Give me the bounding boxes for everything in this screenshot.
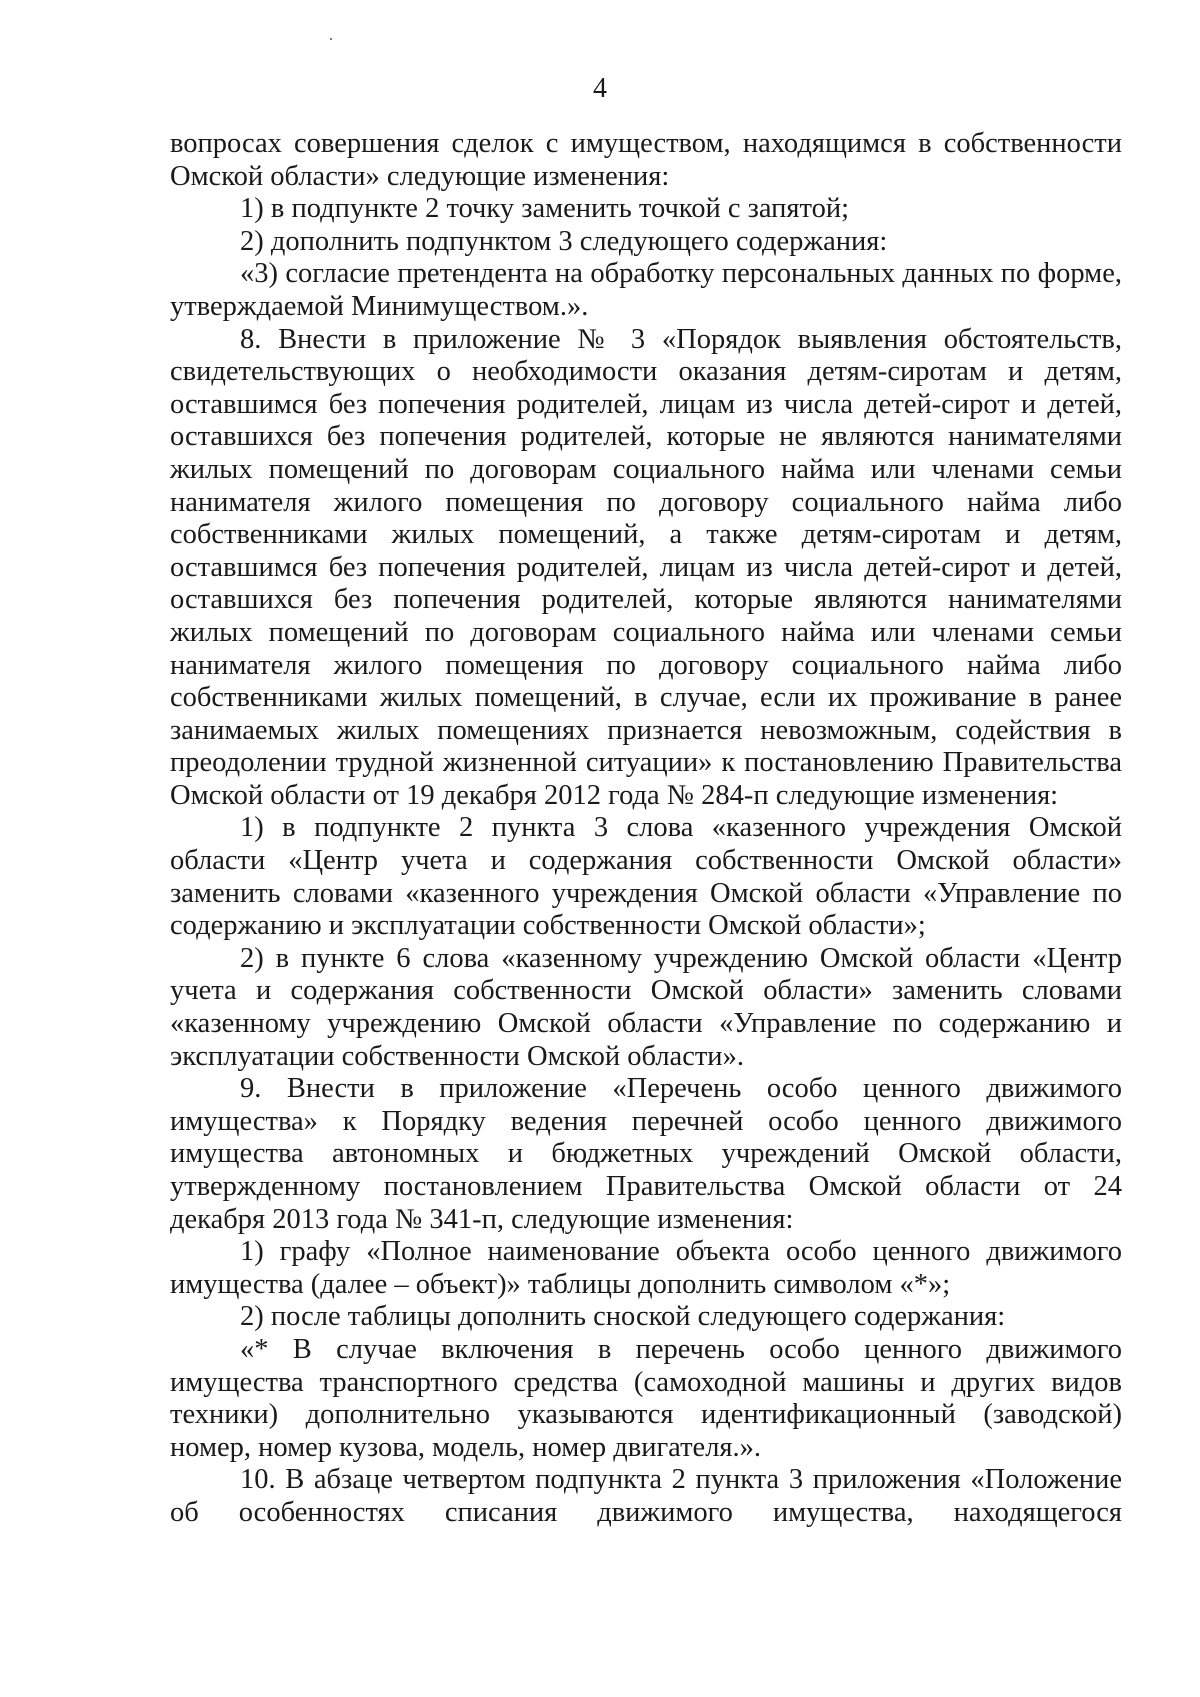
paragraph-item-9: 9. Внести в приложение «Перечень особо ценного движимого имущества» к Порядку ведения перечней особо ценного движимого имущества автономных и бюджетных учреждений Омской области, утвержденному постановлением Правительства Омской области от 24 декабря 2013 года № 341-п, следующие изменения:: [170, 1073, 1122, 1235]
paragraph-item-10: 10. В абзаце четвертом подпункта 2 пункта 3 приложения «Положение об особенностях списания движимого имущества, находящегося: [170, 1464, 1122, 1528]
paragraph-subitem: 1) в подпункте 2 пункта 3 слова «казенного учреждения Омской области «Центр учета и содержания собственности Омской области» заменить словами «казенного учреждения Омской области «Управление по содержанию и эксплуатации собственности Омской области»;: [170, 812, 1122, 942]
paragraph-item-8: 8. Внести в приложение № 3 «Порядок выявления обстоятельств, свидетельствующих о необходимости оказания детям-сиротам и детям, оставшимся без попечения родителей, лицам из числа детей-сирот и детей, оставшихся без попечения родителей, которые не являются нанимателями жилых помещений по договорам социального найма или членами семьи нанимателя жилого помещения по договору социального найма либо собственниками жилых помещений, а также детям-сиротам и детям, оставшимся без попечения родителей, лицам из числа детей-сирот и детей, оставшихся без попечения родителей, которые являются нанимателями жилых помещений по договорам социального найма или членами семьи нанимателя жилого помещения по договору социального найма либо собственниками жилых помещений, в случае, если их проживание в ранее занимаемых жилых помещениях признается невозможным, содействия в преодолении трудной жизненной ситуации» к постановлению Правительства Омской области от 19 декабря 2012 года № 284-п следующие изменения:: [170, 323, 1122, 811]
paragraph-quote: «3) согласие претендента на обработку персональных данных по форме, утверждаемой Минимуществом.».: [170, 258, 1122, 322]
document-body: [170, 128, 1122, 1530]
paragraph-continuation: вопросах совершения сделок с имуществом, находящимся в собственности Омской области» следующие изменения:: [170, 128, 1122, 192]
page-number: 4: [593, 73, 607, 104]
scan-speck: [330, 38, 332, 40]
paragraph-subitem: 1) графу «Полное наименование объекта особо ценного движимого имущества (далее – объект)» таблицы дополнить символом «*»;: [170, 1236, 1122, 1300]
paragraph-subitem: 2) в пункте 6 слова «казенному учреждению Омской области «Центр учета и содержания собственности Омской области» заменить словами «казенному учреждению Омской области «Управление по содержанию и эксплуатации собственности Омской области».: [170, 942, 1122, 1072]
paragraph-subitem: 1) в подпункте 2 точку заменить точкой с запятой;: [240, 193, 849, 225]
paragraph-subitem: 2) после таблицы дополнить сноской следующего содержания:: [240, 1301, 1006, 1333]
paragraph-footnote-quote: «* В случае включения в перечень особо ценного движимого имущества транспортного средства (самоходной машины и других видов техники) дополнительно указываются идентификационный (заводской) номер, номер кузова, модель, номер двигателя.».: [170, 1333, 1122, 1463]
paragraph-subitem: 2) дополнить подпунктом 3 следующего содержания:: [240, 225, 888, 257]
